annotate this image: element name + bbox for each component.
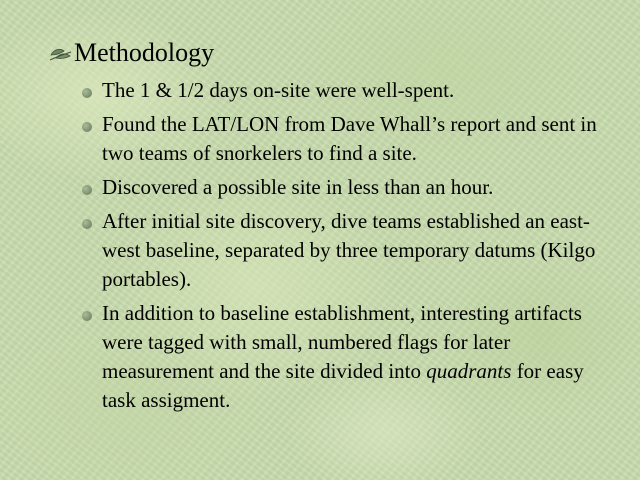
bullet-item: [80, 299, 600, 415]
slide-title: Methodology: [74, 38, 215, 67]
bullet-text: The 1 & 1/2 days on-site were well-spent.: [102, 78, 455, 102]
bullet-text: Found the LAT/LON from Dave Whall’s report and sent in two teams of snorkelers to find a site.: [102, 112, 597, 165]
bullet-item: [80, 110, 600, 168]
bullet-item: [80, 173, 600, 202]
bullet-text: After initial site discovery, dive teams established an east-west baseline, separated by three temporary datums (Kilgo portables).: [102, 209, 596, 291]
round-bullet-icon: [82, 311, 92, 321]
leaf-bullet-icon: [48, 40, 74, 66]
bullet-text-before: In addition to baseline establishment, interesting artifacts were tagged with small, numbered flags for later measurement and the site divided into: [102, 301, 582, 383]
slide-title-row: [48, 36, 214, 70]
round-bullet-icon: [82, 219, 92, 229]
round-bullet-icon: [82, 88, 92, 98]
bullet-text: Discovered a possible site in less than an hour.: [102, 175, 494, 199]
round-bullet-icon: [82, 122, 92, 132]
bullet-item: [80, 76, 600, 105]
bullet-text-after: for easy task assigment.: [102, 359, 584, 412]
bullet-text-italic: quadrants: [426, 359, 512, 383]
bullet-list: [80, 76, 600, 420]
bullet-item: [80, 207, 600, 294]
round-bullet-icon: [82, 185, 92, 195]
